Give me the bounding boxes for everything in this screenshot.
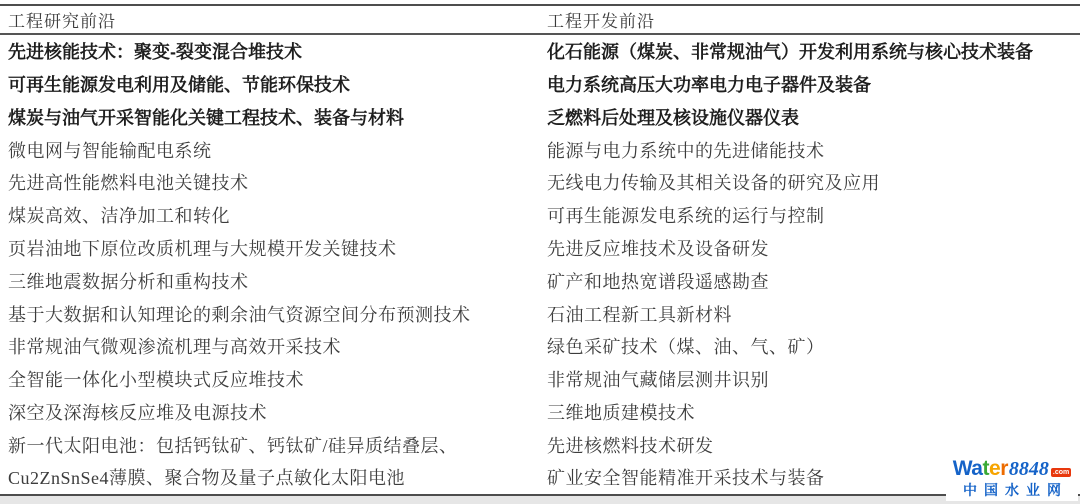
development-frontier-cell: 乏燃料后处理及核设施仪器仪表 — [547, 107, 799, 128]
watermark-subtitle: 中国水业网 — [963, 482, 1068, 498]
table-row — [0, 363, 1080, 396]
development-frontier-cell: 化石能源（煤炭、非常规油气）开发利用系统与核心技术装备 — [547, 42, 1033, 63]
research-frontier-cell: 微电网与智能输配电系统 — [8, 140, 212, 161]
research-frontier-cell: 先进高性能燃料电池关键技术 — [8, 173, 249, 194]
table-row — [0, 428, 1080, 461]
development-frontier-cell: 无线电力传输及其相关设备的研究及应用 — [547, 173, 880, 194]
development-frontier-cell: 可再生能源发电系统的运行与控制 — [547, 206, 825, 227]
development-frontier-cell: 电力系统高压大功率电力电子器件及装备 — [547, 75, 871, 96]
research-frontier-cell: Cu2ZnSnSe4薄膜、聚合物及量子点敏化太阳电池 — [8, 468, 406, 489]
watermark-brand-letter: r — [1000, 457, 1008, 480]
development-frontier-cell: 三维地质建模技术 — [547, 402, 695, 423]
research-frontier-cell: 全智能一体化小型模块式反应堆技术 — [8, 370, 304, 391]
research-frontier-cell: 煤炭高效、洁净加工和转化 — [8, 206, 230, 227]
development-frontier-cell: 先进核燃料技术研发 — [547, 435, 714, 456]
research-frontier-cell: 可再生能源发电利用及储能、节能环保技术 — [8, 75, 350, 96]
research-frontier-cell: 非常规油气微观渗流机理与高效开采技术 — [8, 337, 341, 358]
table-row — [0, 330, 1080, 363]
watermark-dot-com-tag: .com — [1052, 469, 1070, 476]
page-bottom-margin — [0, 496, 1080, 504]
table-row — [0, 264, 1080, 297]
development-frontier-cell: 非常规油气藏储层测井识别 — [547, 370, 769, 391]
water8848-watermark-logo — [946, 454, 1078, 501]
watermark-brand-text — [953, 458, 1008, 479]
table-body — [0, 35, 1080, 494]
table-row — [0, 199, 1080, 232]
table-row — [0, 166, 1080, 199]
watermark-brand-line — [953, 458, 1071, 479]
watermark-brand-number: 8848 — [1008, 458, 1049, 480]
development-frontier-cell: 绿色采矿技术（煤、油、气、矿） — [547, 337, 825, 358]
development-frontier-cell: 先进反应堆技术及设备研发 — [547, 238, 769, 259]
research-frontier-cell: 煤炭与油气开采智能化关键工程技术、装备与材料 — [8, 107, 404, 128]
table-row — [0, 68, 1080, 101]
development-frontier-cell: 矿业安全智能精准开采技术与装备 — [547, 468, 825, 489]
table-row — [0, 297, 1080, 330]
research-frontier-cell: 三维地震数据分析和重构技术 — [8, 271, 249, 292]
table-row — [0, 35, 1080, 68]
research-frontier-cell: 基于大数据和认知理论的剩余油气资源空间分布预测技术 — [8, 304, 471, 325]
watermark-brand-letter: t — [982, 457, 989, 480]
table-row — [0, 232, 1080, 265]
research-frontier-cell: 深空及深海核反应堆及电源技术 — [8, 402, 267, 423]
column-header-research-frontiers: 工程研究前沿 — [8, 12, 116, 31]
research-frontier-cell: 新一代太阳电池：包括钙钛矿、钙钛矿/硅异质结叠层、 — [8, 435, 458, 456]
watermark-brand-letter: e — [989, 457, 1001, 480]
table-row — [0, 101, 1080, 134]
development-frontier-cell: 能源与电力系统中的先进储能技术 — [547, 140, 825, 161]
table-row — [0, 133, 1080, 166]
table-row — [0, 395, 1080, 428]
research-frontier-cell: 先进核能技术：聚变-裂变混合堆技术 — [8, 42, 302, 63]
research-frontier-cell: 页岩油地下原位改质机理与大规模开发关键技术 — [8, 238, 397, 259]
table-row — [0, 458, 1080, 494]
development-frontier-cell: 矿产和地热宽谱段遥感勘查 — [547, 271, 769, 292]
watermark-brand-letter: Wa — [952, 457, 983, 480]
development-frontier-cell: 石油工程新工具新材料 — [547, 304, 732, 325]
table-header-row — [0, 6, 1080, 33]
column-header-development-frontiers: 工程开发前沿 — [547, 12, 655, 31]
